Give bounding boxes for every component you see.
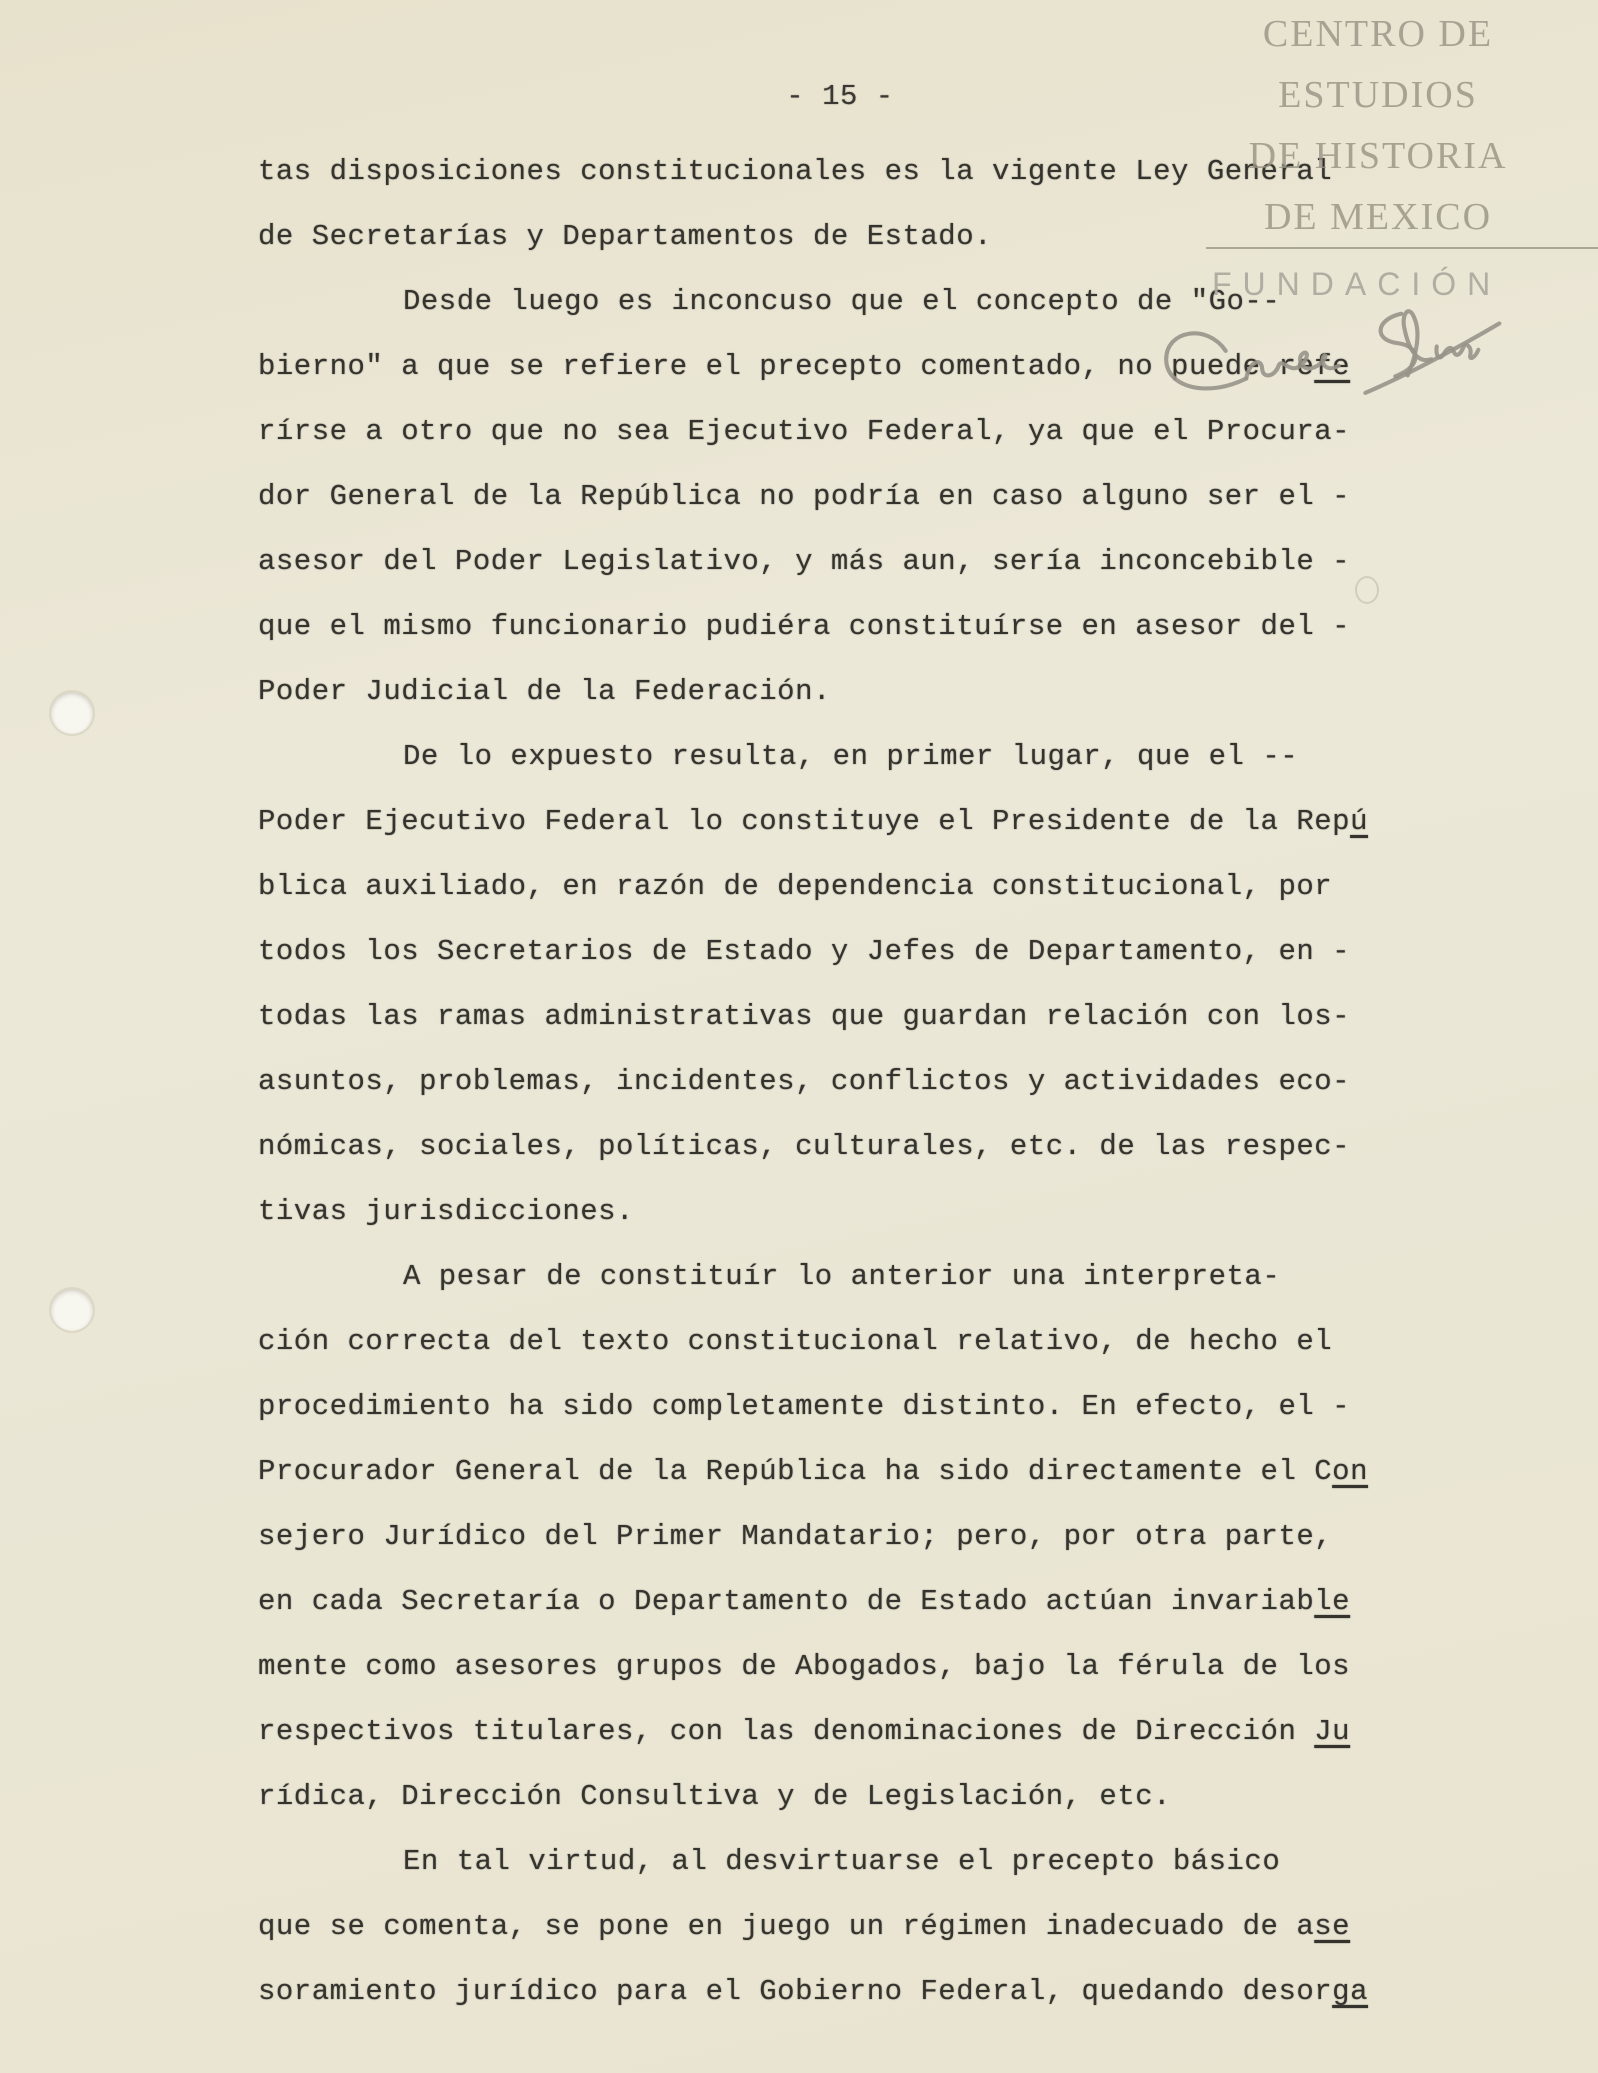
text-line: soramiento jurídico para el Gobierno Federal, quedando desorga — [258, 1975, 1368, 2008]
watermark-foundation-label: FUNDACIÓN — [1212, 266, 1502, 302]
text-line: procedimiento ha sido completamente distinto. En efecto, el - — [258, 1390, 1351, 1423]
text-line: que se comenta, se pone en juego un régimen inadecuado de ase — [258, 1910, 1351, 1943]
punch-hole-top — [51, 692, 93, 734]
text-line: todas las ramas administrativas que guardan relación con los- — [258, 1000, 1351, 1033]
text-line: que el mismo funcionario pudiéra constituírse en asesor del - — [258, 610, 1351, 643]
text-line: Poder Ejecutivo Federal lo constituye el Presidente de la Repú — [258, 805, 1368, 838]
text-line: A pesar de constituír lo anterior una interpreta- — [403, 1260, 1281, 1293]
text-line: Procurador General de la República ha sido directamente el Con — [258, 1455, 1368, 1488]
text-line: tas disposiciones constitucionales es la vigente Ley General — [258, 155, 1333, 188]
watermark-line: DE MEXICO — [1263, 196, 1493, 238]
text-line: ción correcta del texto constitucional relativo, de hecho el — [258, 1325, 1333, 1358]
text-line: todos los Secretarios de Estado y Jefes de Departamento, en - — [258, 935, 1351, 968]
text-line: mente como asesores grupos de Abogados, bajo la férula de los — [258, 1650, 1351, 1683]
text-line: en cada Secretaría o Departamento de Estado actúan invariable — [258, 1585, 1351, 1618]
page-number: - 15 - — [786, 80, 894, 113]
watermark-line: ESTUDIOS — [1278, 74, 1478, 116]
text-line: rírse a otro que no sea Ejecutivo Federal, ya que el Procura- — [258, 415, 1351, 448]
watermark-divider — [1206, 247, 1598, 249]
watermark-line: CENTRO DE — [1262, 13, 1494, 55]
watermark-line: DE HISTORIA — [1248, 135, 1508, 177]
document-lines — [258, 139, 1418, 2024]
text-line: rídica, Dirección Consultiva y de Legislación, etc. — [258, 1780, 1172, 1813]
text-line: Poder Judicial de la Federación. — [258, 675, 831, 708]
text-line: De lo expuesto resulta, en primer lugar, que el -- — [403, 740, 1299, 773]
text-line: respectivos titulares, con las denominaciones de Dirección Ju — [258, 1715, 1351, 1748]
text-line: bierno" a que se refiere el precepto comentado, no puede refe — [258, 350, 1351, 383]
text-line: Desde luego es inconcuso que el concepto de "Go-- — [403, 285, 1281, 318]
text-line: sejero Jurídico del Primer Mandatario; pero, por otra parte, — [258, 1520, 1333, 1553]
text-line: blica auxiliado, en razón de dependencia constitucional, por — [258, 870, 1333, 903]
text-line: dor General de la República no podría en caso alguno ser el - — [258, 480, 1351, 513]
text-line: En tal virtud, al desvirtuarse el precepto básico — [403, 1845, 1281, 1878]
text-line: asesor del Poder Legislativo, y más aun, sería inconcebible - — [258, 545, 1351, 578]
text-line: asuntos, problemas, incidentes, conflictos y actividades eco- — [258, 1065, 1351, 1098]
punch-hole-bottom — [51, 1289, 93, 1331]
text-line: de Secretarías y Departamentos de Estado. — [258, 220, 993, 253]
text-line: nómicas, sociales, políticas, culturales, etc. de las respec- — [258, 1130, 1351, 1163]
text-line: tivas jurisdicciones. — [258, 1195, 634, 1228]
